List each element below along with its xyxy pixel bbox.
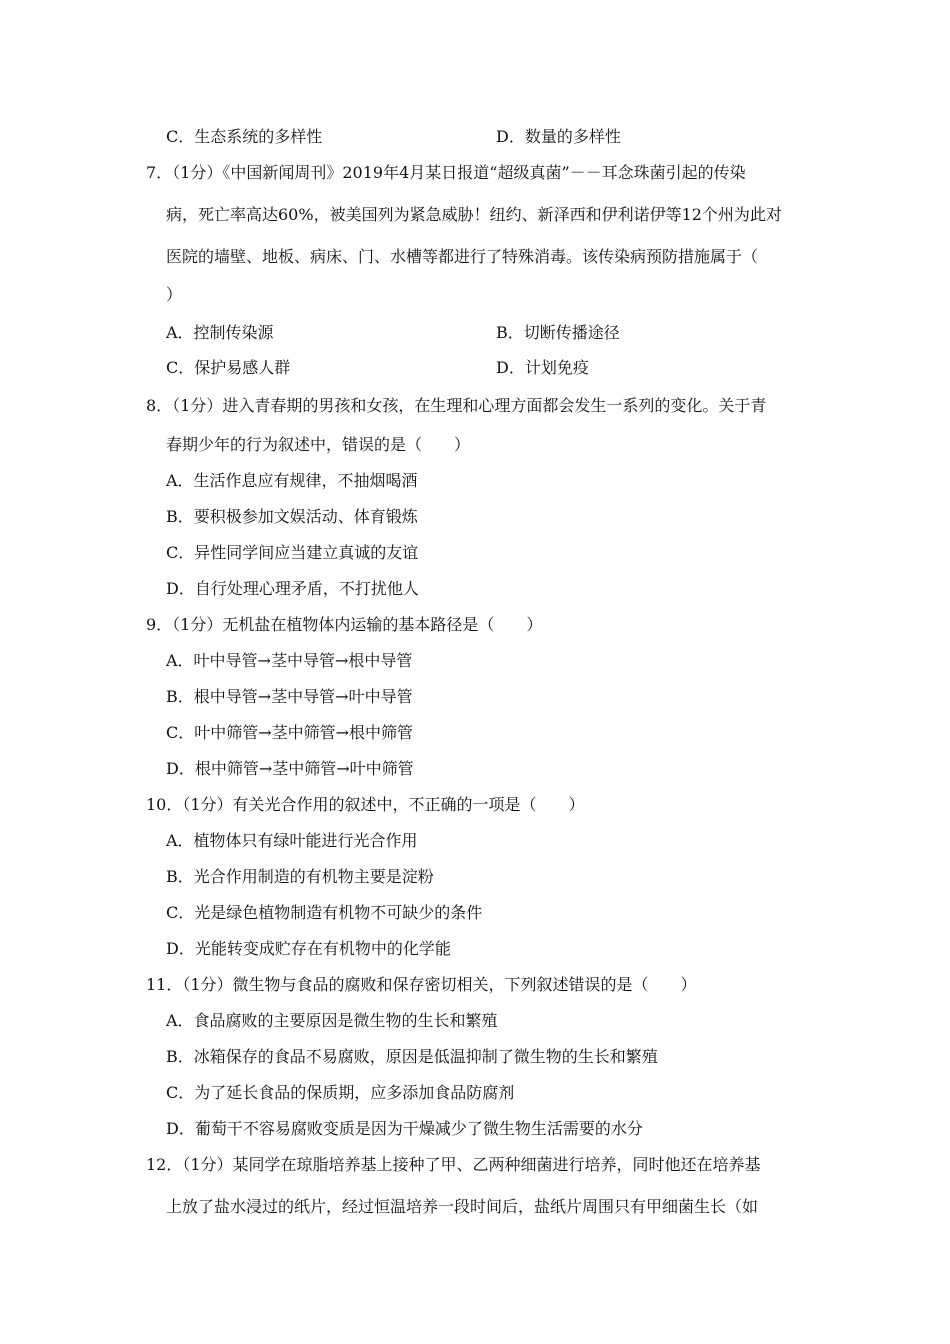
q10-option-d: D．光能转变成贮存在有机物中的化学能 — [166, 939, 451, 958]
q9-stem: 9．（1分）无机盐在植物体内运输的基本路径是（ ） — [146, 615, 543, 634]
q11-option-d: D．葡萄干不容易腐败变质是因为干燥减少了微生物生活需要的水分 — [166, 1119, 643, 1138]
q9-option-c: C．叶中筛管→茎中筛管→根中筛管 — [166, 723, 414, 742]
q10-stem: 10．（1分）有关光合作用的叙述中，不正确的一项是（ ） — [146, 795, 585, 814]
q7-stem-line-3: 医院的墙壁、地板、病床、门、水槽等都进行了特殊消毒。该传染病预防措施属于（ — [166, 247, 759, 266]
q12-stem-line-1: 12．（1分）某同学在琼脂培养基上接种了甲、乙两种细菌进行培养，同时他还在培养基 — [146, 1155, 761, 1174]
q8-option-c: C．异性同学间应当建立真诚的友谊 — [166, 543, 419, 562]
q9-option-a: A．叶中导管→茎中导管→根中导管 — [166, 651, 413, 670]
q11-option-a: A．食品腐败的主要原因是微生物的生长和繁殖 — [166, 1011, 498, 1030]
q11-option-c: C．为了延长食品的保质期，应多添加食品防腐剂 — [166, 1083, 515, 1102]
q11-option-b: B．冰箱保存的食品不易腐败，原因是低温抑制了微生物的生长和繁殖 — [166, 1047, 658, 1066]
q9-option-d: D．根中筛管→茎中筛管→叶中筛管 — [166, 759, 414, 778]
q8-stem-line-1: 8．（1分）进入青春期的男孩和女孩，在生理和心理方面都会发生一系列的变化。关于青 — [146, 396, 767, 415]
q7-stem-line-4: ） — [166, 285, 183, 304]
q8-stem-line-2: 春期少年的行为叙述中，错误的是（ ） — [166, 435, 471, 454]
q12-stem-line-2: 上放了盐水浸过的纸片，经过恒温培养一段时间后，盐纸片周围只有甲细菌生长（如 — [166, 1197, 759, 1216]
q10-option-b: B．光合作用制造的有机物主要是淀粉 — [166, 867, 434, 886]
q7-stem-line-2: 病，死亡率高达60%，被美国列为紧急威胁！纽约、新泽西和伊利诺伊等12个州为此对 — [166, 205, 782, 224]
q8-option-b: B．要积极参加文娱活动、体育锻炼 — [166, 507, 418, 526]
q6-option-d: D．数量的多样性 — [496, 127, 621, 146]
q11-stem: 11．（1分）微生物与食品的腐败和保存密切相关，下列叙述错误的是（ ） — [146, 975, 697, 994]
q7-option-b: B．切断传播途径 — [496, 323, 620, 342]
q7-stem-line-1: 7．（1分）《中国新闻周刊》2019年4月某日报道“超级真菌”－－耳念珠菌引起的传染 — [146, 163, 746, 182]
q7-option-a: A．控制传染源 — [166, 323, 274, 342]
q10-option-c: C．光是绿色植物制造有机物不可缺少的条件 — [166, 903, 483, 922]
q10-option-a: A．植物体只有绿叶能进行光合作用 — [166, 831, 418, 850]
q8-option-a: A．生活作息应有规律，不抽烟喝酒 — [166, 471, 418, 490]
q7-option-c: C．保护易感人群 — [166, 358, 291, 377]
q6-option-c: C．生态系统的多样性 — [166, 127, 323, 146]
q8-option-d: D．自行处理心理矛盾，不打扰他人 — [166, 579, 419, 598]
q7-option-d: D．计划免疫 — [496, 358, 589, 377]
q9-option-b: B．根中导管→茎中导管→叶中导管 — [166, 687, 413, 706]
